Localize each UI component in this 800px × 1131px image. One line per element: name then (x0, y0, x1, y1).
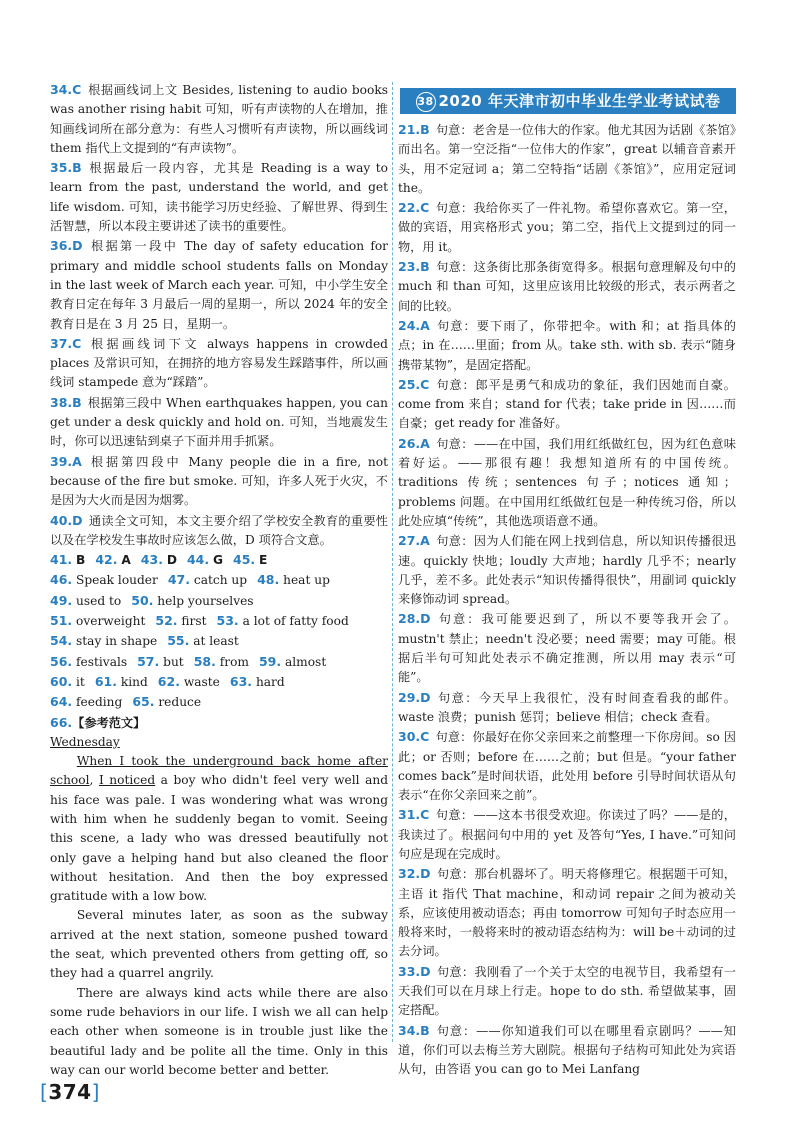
answer-entry (398, 120, 736, 198)
short-answer: but (163, 654, 184, 669)
question-number: 63. (229, 673, 253, 689)
short-answer: feeding (76, 695, 123, 710)
explanation-text: 句意：——你知道我们可以在哪里看京剧吗？——知道，你们可以去梅兰芳大剧院。根据句子结构可知此处为宾语从句，由答语 you can go to Mei Lanfang (398, 1023, 736, 1077)
answer-letter: C (420, 376, 430, 392)
essay-label: 【参考范文】 (72, 715, 146, 730)
answer-letter: D (420, 866, 431, 882)
answer-letter: D (72, 238, 83, 254)
short-answer-line (50, 550, 388, 570)
short-answer-line (50, 591, 388, 611)
explanation-text: 句意：那台机器坏了。明天将修理它。根据题干可知，主语 it 指代 That machine，和动词 repair 之间为被动关系，应该使用被动语态；再由 tomorrow 可知句子时态应用一般将来时，一般将来时的被动语态结构为：will be＋动词的过去分词。 (398, 867, 736, 959)
explanation-text: 句意：老舍是一位伟大的作家。他尤其因为话剧《茶馆》而出名。第一空泛指“一位伟大的作家”，great 以辅音音素开头，用不定冠词 a；第二空特指“话剧《茶馆》”，应用定冠词 the。 (398, 123, 736, 195)
explanation-text: 根据第四段中 Many people die in a fire, not because of the fire but smoke. 可知，许多人死于火灾，不是因为大火而是因为烟雾。 (50, 454, 388, 508)
question-number: 34. (398, 1022, 421, 1038)
short-answer: A (121, 553, 131, 568)
explanation-text: 通读全文可知，本文主要介绍了学校安全教育的重要性以及在学校发生事故时应该怎么做，D 项符合文意。 (50, 513, 388, 547)
short-answer: it (76, 674, 85, 689)
question-number: 43. (140, 552, 163, 568)
answer-entry (398, 1021, 736, 1080)
explanation-text: 句意：——在中国，我们用红纸做红包，因为红色意味着好运。——那很有趣！我想知道所有的中国传统。traditions 传统；sentences 句子；notices 通知；problems 问题。在中国用红纸做红包是一种传统习俗，所以此处应填“传统”，其他选项语意不通。 (398, 436, 736, 528)
short-answer: D (166, 553, 177, 568)
essay-day: Wednesday (50, 734, 120, 749)
short-answer: used to (76, 593, 122, 608)
explanation-text: 句意：今天早上我很忙，没有时间查看我的邮件。waste 浪费；punish 惩罚；believe 相信；check 查看。 (398, 690, 736, 724)
short-answer-line (50, 611, 388, 631)
page-number-value: 374 (48, 1080, 92, 1104)
short-answer: catch up (193, 573, 248, 588)
question-number: 62. (157, 673, 180, 689)
essay-header (50, 713, 388, 733)
answer-entry (398, 609, 736, 687)
answer-entry (50, 80, 388, 158)
answer-entry (398, 434, 736, 531)
question-number: 33. (398, 963, 421, 979)
short-answer: B (76, 553, 86, 568)
explanation-text: 句意：郎平是勇气和成功的象征，我们因她而自豪。come from 来自；stand for 代表；take pride in 因……而自豪；get ready for 准备好。 (398, 377, 736, 431)
answer-letter: A (420, 317, 430, 333)
question-number: 61. (94, 673, 117, 689)
explanation-text: 根据画线词下文 always happens in crowded places 及常识可知，在拥挤的地方容易发生踩踏事件，所以画线词 stampede 意为“踩踏”。 (50, 336, 388, 390)
question-number: 26. (398, 435, 421, 451)
page-number-bracket-right: ] (91, 1080, 100, 1104)
answer-entry (398, 375, 736, 434)
explanation-text: 根据第三段中 When earthquakes happen, you can get under a desk quickly and hold on. 可知，当地震发生时，你可以迅速钻到桌子下面并用手抓紧。 (50, 395, 388, 449)
short-answer: waste (183, 674, 220, 689)
answer-letter: C (420, 807, 430, 823)
right-column (398, 120, 736, 1080)
exam-number-badge: 38 (416, 92, 436, 112)
answer-letter: B (420, 259, 430, 275)
question-number: 37. (50, 335, 73, 351)
answer-letter: A (420, 533, 430, 549)
question-number: 65. (132, 694, 155, 710)
short-answer: G (212, 553, 223, 568)
short-answer: help yourselves (157, 593, 254, 608)
question-number: 57. (137, 653, 160, 669)
column-divider (392, 82, 394, 1042)
short-answer-line (50, 631, 388, 651)
answer-entry (50, 452, 388, 511)
short-answer-line (50, 652, 388, 672)
essay-paragraph-3: There are always kind acts while there are also some rude behaviors in our life. I wish we all can help each other when someone is in trouble just like the beautiful lady and be polite all the time. Only in this way can our world become better and better. (50, 985, 388, 1077)
answer-letter: B (420, 1022, 430, 1038)
explanation-text: 句意：我给你买了一件礼物。希望你喜欢它。第一空，做的宾语，用宾格形式 you；第二空，指代上文提到过的同一物，用 it。 (398, 201, 736, 254)
explanation-text: 句意：你最好在你父亲回来之前整理一下你房间。so 因此；or 否则；before 在……之前；but 但是。“your father comes back”是时间状语，此处用 before 引导时间状语从句表示“在你父亲回来之前”。 (398, 730, 736, 803)
answer-entry (398, 316, 736, 375)
question-number: 28. (398, 611, 421, 627)
question-number: 40. (50, 512, 73, 528)
short-answer-line (50, 692, 388, 712)
answer-entry (50, 236, 388, 333)
exam-title-banner (400, 88, 736, 114)
answer-letter: B (72, 394, 82, 410)
explanation-text: 句意：因为人们能在网上找到信息，所以知识传播很迅速。quickly 快地；loudly 大声地；hardly 几乎不；nearly 几乎，差不多。此处表示“知识传播得很快”，用副词 quickly 来修饰动词 spread。 (398, 534, 736, 607)
essay-underlined-phrase-2: I noticed (98, 773, 156, 788)
question-number: 58. (193, 653, 216, 669)
explanation-text: 句意：这条街比那条街宽得多。根据句意理解及句中的 much 和 than 可知，这里应该用比较级的形式，表示两者之间的比较。 (398, 260, 736, 313)
question-number: 23. (398, 259, 421, 275)
answer-entry (398, 198, 736, 257)
answer-entry (398, 864, 736, 961)
answer-entry (50, 334, 388, 393)
question-number: 45. (233, 552, 256, 568)
answer-letter: A (420, 435, 430, 451)
explanation-text: 句意：我刚看了一个关于太空的电视节目，我希望有一天我们可以在月球上行走。hope to do sth. 希望做某事，固定搭配。 (398, 964, 736, 1018)
question-number: 30. (398, 729, 421, 745)
essay-underlined-phrase-1: When I took the underground back home after school (50, 754, 388, 788)
question-number: 59. (258, 653, 282, 669)
question-number: 32. (398, 866, 421, 882)
left-column (50, 80, 388, 1080)
explanation-text: 根据最后一段内容，尤其是 Reading is a way to learn from the past, understand the world, and get life wisdom. 可知，读书能学习历史经验、了解世界、得到生活智慧，所以本段主要讲述了读书的重要性。 (50, 161, 388, 234)
question-number: 54. (50, 633, 73, 649)
short-answer: overweight (76, 614, 146, 629)
question-number: 24. (398, 317, 421, 333)
question-number: 34. (50, 82, 73, 97)
short-answer-line (50, 570, 388, 590)
answer-letter: C (72, 82, 82, 97)
question-number: 27. (398, 533, 421, 549)
answer-letter: B (420, 122, 430, 137)
question-number: 46. (50, 572, 73, 588)
question-number: 51. (50, 613, 73, 629)
explanation-text: 句意：——这本书很受欢迎。你读过了吗？——是的，我读过了。根据问句中用的 yet 及答句“Yes, I have.”可知问句应是现在完成时。 (398, 808, 736, 861)
question-number: 21. (398, 122, 421, 137)
question-number: 29. (398, 689, 421, 705)
answer-letter: D (72, 512, 83, 528)
short-answer: almost (285, 654, 327, 669)
answer-entry (398, 688, 736, 728)
answer-entry (50, 393, 388, 452)
answer-letter: C (420, 200, 430, 216)
question-number: 56. (50, 653, 73, 669)
answer-entry (398, 531, 736, 609)
short-answer: reduce (158, 695, 202, 710)
answer-entry (398, 727, 736, 805)
question-number: 31. (398, 807, 421, 823)
exam-title: 2020 年天津市初中毕业生学业考试试卷 (438, 92, 721, 110)
page-number (40, 1080, 100, 1104)
explanation-text: 句意：要下雨了，你带把伞。with 和；at 指具体的点；in 在……里面；from 从。take sth. with sb. 表示“随身携带某物”，是固定搭配。 (398, 318, 736, 372)
short-answer: E (259, 553, 268, 568)
short-answer: kind (120, 674, 148, 689)
question-number: 35. (50, 160, 73, 176)
short-answer: festivals (76, 654, 128, 669)
explanation-text: 根据画线词上文 Besides, listening to audio books was another rising habit 可知，听有声读物的人在增加，推知画线词所在部分意为：有些人习惯听有声读物，所以画线词 them 指代上文提到的“有声读物”。 (50, 83, 388, 155)
short-answer: first (181, 614, 207, 629)
essay-section (50, 713, 388, 1081)
answer-letter: C (420, 729, 430, 745)
answer-letter: D (420, 689, 431, 705)
short-answer-line (50, 672, 388, 692)
answer-entry (398, 805, 736, 864)
essay-number: 66. (50, 714, 73, 730)
question-number: 50. (131, 592, 154, 608)
question-number: 39. (50, 453, 73, 469)
answer-entry (398, 257, 736, 316)
question-number: 64. (50, 694, 73, 710)
question-number: 42. (95, 552, 118, 568)
page-number-bracket-left: [ (40, 1080, 49, 1104)
answer-letter: B (72, 160, 82, 176)
question-number: 38. (50, 394, 73, 410)
essay-comma: , (89, 773, 99, 788)
explanation-text: 句意：我可能要迟到了，所以不要等我开会了。mustn't 禁止；needn't 没必要；need 需要；may 可能。根据后半句可知此处表示不确定推测，所以用 may 表示“可能”。 (398, 612, 736, 685)
short-answer: stay in shape (76, 634, 158, 649)
answer-letter: D (420, 963, 431, 979)
short-answer: heat up (283, 573, 330, 588)
question-number: 48. (257, 572, 280, 588)
answer-entry (398, 962, 736, 1021)
question-number: 36. (50, 238, 73, 254)
right-answer-entries (398, 120, 736, 1080)
answer-letter: D (420, 611, 431, 627)
left-answer-entries (50, 80, 388, 550)
answer-letter: C (72, 335, 82, 351)
question-number: 25. (398, 376, 421, 392)
short-answer: a lot of fatty food (242, 614, 349, 629)
short-answer: at least (193, 634, 239, 649)
question-number: 41. (50, 552, 73, 568)
question-number: 55. (167, 633, 190, 649)
question-number: 44. (186, 552, 210, 568)
essay-paragraph-1 (50, 752, 388, 906)
answer-entry (50, 511, 388, 551)
answer-entry (50, 158, 388, 236)
explanation-text: 根据第一段中 The day of safety education for primary and middle school students falls on Monday in the last week of March each year. 可知，中小学生安全教育日定在每年 3 月最后一周的星期一，所以 2024 年的安全教育日是在 3 月 25 日，星期一。 (50, 239, 388, 331)
essay-paragraph-1-rest: a boy who didn't feel very well and his face was pale. I was wondering what was wrong with him when he suddenly began to vomit. Seeing this scene, a lady who was dressed beautifully not only gave a helping hand but also cleaned the floor without hesitation. And then the boy expressed gratitude with a low bow. (50, 773, 388, 904)
question-number: 60. (50, 673, 73, 689)
short-answer: Speak louder (76, 573, 158, 588)
question-number: 53. (216, 613, 239, 629)
question-number: 22. (398, 200, 421, 216)
short-answer: from (219, 654, 249, 669)
question-number: 47. (167, 572, 191, 588)
question-number: 49. (50, 592, 73, 608)
answer-letter: A (72, 453, 82, 469)
short-answer: hard (255, 674, 285, 689)
short-answer-lines (50, 550, 388, 712)
essay-paragraph-2: Several minutes later, as soon as the subway arrived at the next station, someone pushed toward the seat, which prevented others from getting off, so they had a quarrel angrily. (50, 908, 388, 981)
question-number: 52. (155, 613, 178, 629)
